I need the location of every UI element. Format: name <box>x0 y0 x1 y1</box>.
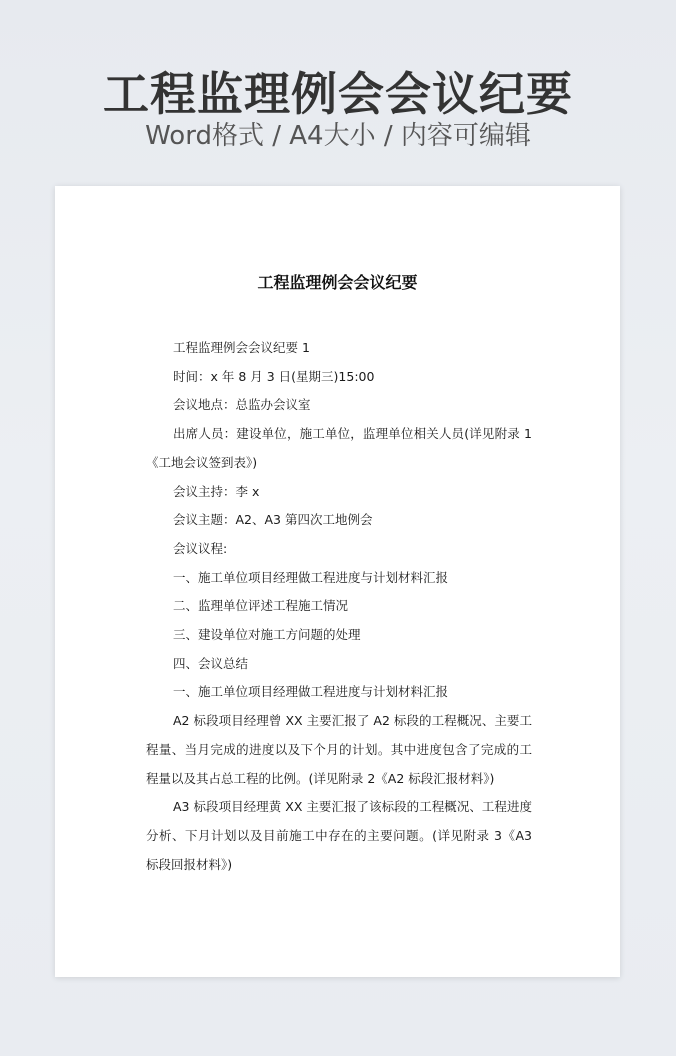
document-body <box>146 334 532 879</box>
agenda-item-3: 三、建设单位对施工方问题的处理 <box>173 627 361 643</box>
document-title: 工程监理例会会议纪要 <box>257 273 418 292</box>
paragraph-a2-report: A2 标段项目经理曾 XX 主要汇报了 A2 标段的工程概况、主要工程量、当月完成的进度以及下个月的计划。其中进度包含了完成的工程量以及其占总工程的比例。(详见附录 2《A2 标段汇报材料》) <box>146 713 532 786</box>
paragraph-heading: 工程监理例会会议纪要 1 <box>173 340 310 355</box>
agenda-item-1: 一、施工单位项目经理做工程进度与计划材料汇报 <box>173 569 449 585</box>
banner-subtitle: Word格式 / A4大小 / 内容可编辑 <box>145 121 531 151</box>
document-page <box>55 186 620 977</box>
paragraph-attendees: 出席人员：建设单位，施工单位，监理单位相关人员(详见附录 1《工地会议签到表》) <box>146 426 532 470</box>
paragraph-topic: 会议主题：A2、A3 第四次工地例会 <box>173 512 373 528</box>
paragraph-location: 会议地点：总监办会议室 <box>173 397 311 413</box>
banner-title: 工程监理例会会议纪要 <box>103 67 573 121</box>
paragraph-time: 时间：x 年 8 月 3 日(星期三)15:00 <box>173 368 375 384</box>
agenda-item-2: 二、监理单位评述工程施工情况 <box>173 598 349 614</box>
paragraph-agenda: 会议议程: <box>173 540 228 556</box>
agenda-item-4: 四、会议总结 <box>173 655 249 671</box>
section-heading-1: 一、施工单位项目经理做工程进度与计划材料汇报 <box>173 684 449 700</box>
paragraph-host: 会议主持：李 x <box>173 483 260 499</box>
paragraph-a3-report: A3 标段项目经理黄 XX 主要汇报了该标段的工程概况、工程进度分析、下月计划以及目前施工中存在的主要问题。(详见附录 3《A3 标段回报材料》) <box>146 799 532 872</box>
